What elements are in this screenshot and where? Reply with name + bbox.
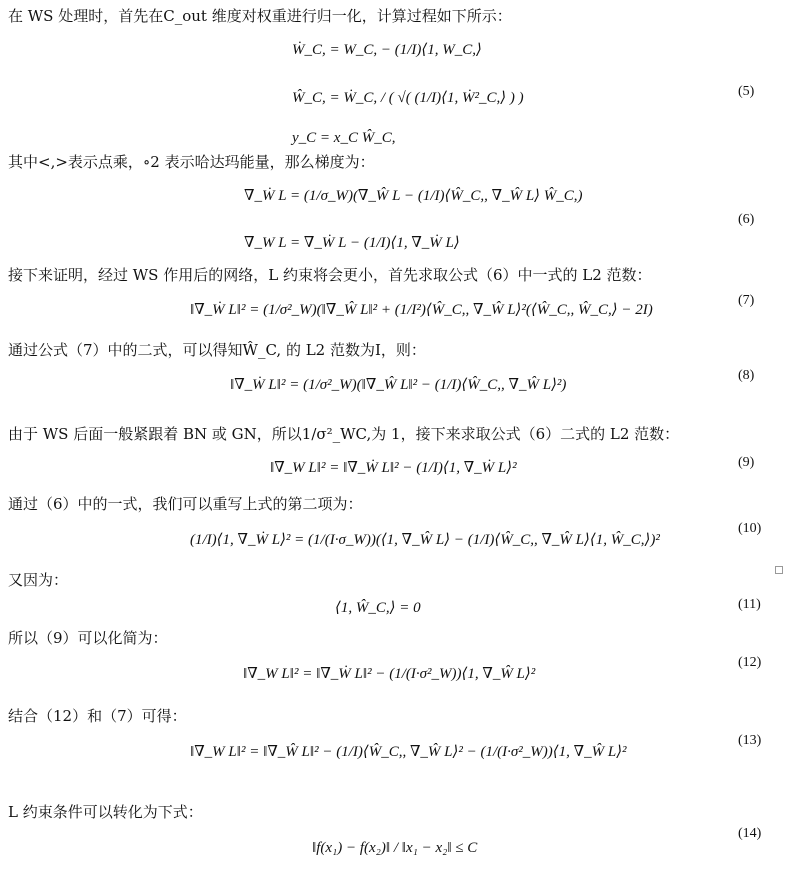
equation-number-8: (8) [738,368,755,383]
equation-5a: Ẇ_C, = W_C, − (1/I)⟨1, W_C,⟩ [292,42,482,58]
equation-5b: Ŵ_C, = Ẇ_C, / ( √( (1/I)⟨1, Ẇ²_C,⟩ ) ) [292,90,524,106]
paragraph-10: L 约束条件可以转化为下式： [8,803,203,821]
paragraph-1: 在 WS 处理时，首先在C_out 维度对权重进行归一化，计算过程如下所示： [8,7,512,25]
paragraph-2: 其中<,>表示点乘，∘2 表示哈达玛能量，那么梯度为： [8,153,375,171]
equation-12: ‖∇_W L‖² = ‖∇_Ẇ L‖² − (1/(I·σ²_W))⟨1, ∇_Ŵ L⟩² [243,666,536,682]
equation-9: ‖∇_W L‖² = ‖∇_Ẇ L‖² − (1/I)⟨1, ∇_Ẇ L⟩² [270,460,517,476]
equation-5c: y_C = x_C Ŵ_C, [292,130,396,146]
equation-11: ⟨1, Ŵ_C,⟩ = 0 [335,600,421,616]
equation-number-5: (5) [738,84,755,99]
equation-10: (1/I)⟨1, ∇_Ẇ L⟩² = (1/(I·σ_W))(⟨1, ∇_Ŵ L⟩ − (1/I)⟨Ŵ_C,, ∇_Ŵ L⟩⟨1, Ŵ_C,⟩)² [190,532,660,548]
paragraph-3: 接下来证明，经过 WS 作用后的网络，L 约束将会更小，首先求取公式（6）中一式的 L2 范数： [8,266,652,284]
equation-13: ‖∇_W L‖² = ‖∇_Ŵ L‖² − (1/I)⟨Ŵ_C,, ∇_Ŵ L⟩² − (1/(I·σ²_W))⟨1, ∇_Ŵ L⟩² [190,744,627,760]
equation-number-11: (11) [738,597,761,612]
equation-6b: ∇_W L = ∇_Ẇ L − (1/I)⟨1, ∇_Ẇ L⟩ [244,235,460,251]
paragraph-5: 由于 WS 后面一般紧跟着 BN 或 GN，所以1/σ²_WC,为 1，接下来求取公式（6）二式的 L2 范数： [8,425,680,443]
equation-number-12: (12) [738,655,762,670]
equation-number-6: (6) [738,212,755,227]
equation-8: ‖∇_Ẇ L‖² = (1/σ²_W)(‖∇_Ŵ L‖² − (1/I)⟨Ŵ_C,, ∇_Ŵ L⟩²) [230,377,567,393]
paragraph-4: 通过公式（7）中的二式，可以得知Ŵ_C, 的 L2 范数为I，则： [8,341,426,359]
paragraph-mark [775,566,783,574]
equation-number-13: (13) [738,733,762,748]
paragraph-7: 又因为： [8,571,69,589]
paragraph-9: 结合（12）和（7）可得： [8,707,187,725]
equation-6a: ∇_Ẇ L = (1/σ_W)(∇_Ŵ L − (1/I)⟨Ŵ_C,, ∇_Ŵ L⟩ Ŵ_C,) [244,188,583,204]
equation-number-7: (7) [738,293,755,308]
equation-number-9: (9) [738,455,755,470]
equation-number-14: (14) [738,826,762,841]
paragraph-6: 通过（6）中的一式，我们可以重写上式的第二项为： [8,495,363,513]
paragraph-8: 所以（9）可以化简为： [8,629,168,647]
equation-7: ‖∇_Ẇ L‖² = (1/σ²_W)(‖∇_Ŵ L‖² + (1/I²)⟨Ŵ_C,, ∇_Ŵ L⟩²(⟨Ŵ_C,, Ŵ_C,⟩ − 2I) [190,302,653,318]
equation-number-10: (10) [738,521,762,536]
equation-14: ‖f(x₁) − f(x₂)‖ / ‖x₁ − x₂‖ ≤ C [312,840,478,856]
